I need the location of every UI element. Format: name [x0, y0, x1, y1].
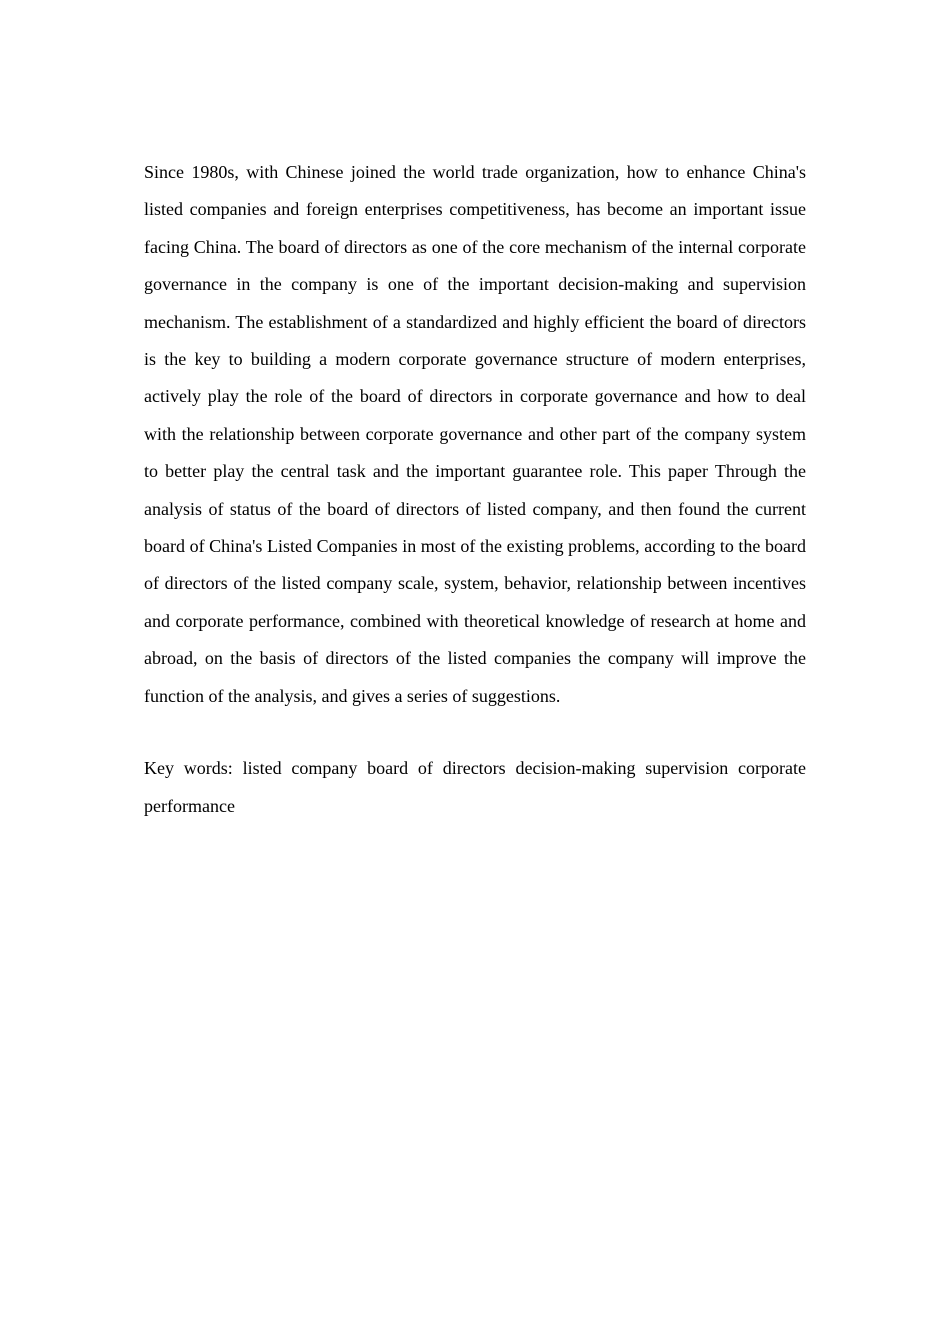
keywords-paragraph: Key words: listed company board of directors decision-making supervision corporate performance	[144, 758, 806, 816]
abstract-paragraph: Since 1980s, with Chinese joined the world trade organization, how to enhance China's listed companies and foreign enterprises competitiveness, has become an important issue facing China. The board of directors as one of the core mechanism of the internal corporate governance in the company is one of the important decision-making and supervision mechanism. The establishment of a standardized and highly efficient the board of directors is the key to building a modern corporate governance structure of modern enterprises, actively play the role of the board of directors in corporate governance and how to deal with the relationship between corporate governance and other part of the company system to better play the central task and the important guarantee role. This paper Through the analysis of status of the board of directors of listed company, and then found the current board of China's Listed Companies in most of the existing problems, according to the board of directors of the listed company scale, system, behavior, relationship between incentives and corporate performance, combined with theoretical knowledge of research at home and abroad, on the basis of directors of the listed companies the company will improve the function of the analysis, and gives a series of suggestions.	[144, 162, 806, 706]
abstract-section	[144, 154, 806, 825]
